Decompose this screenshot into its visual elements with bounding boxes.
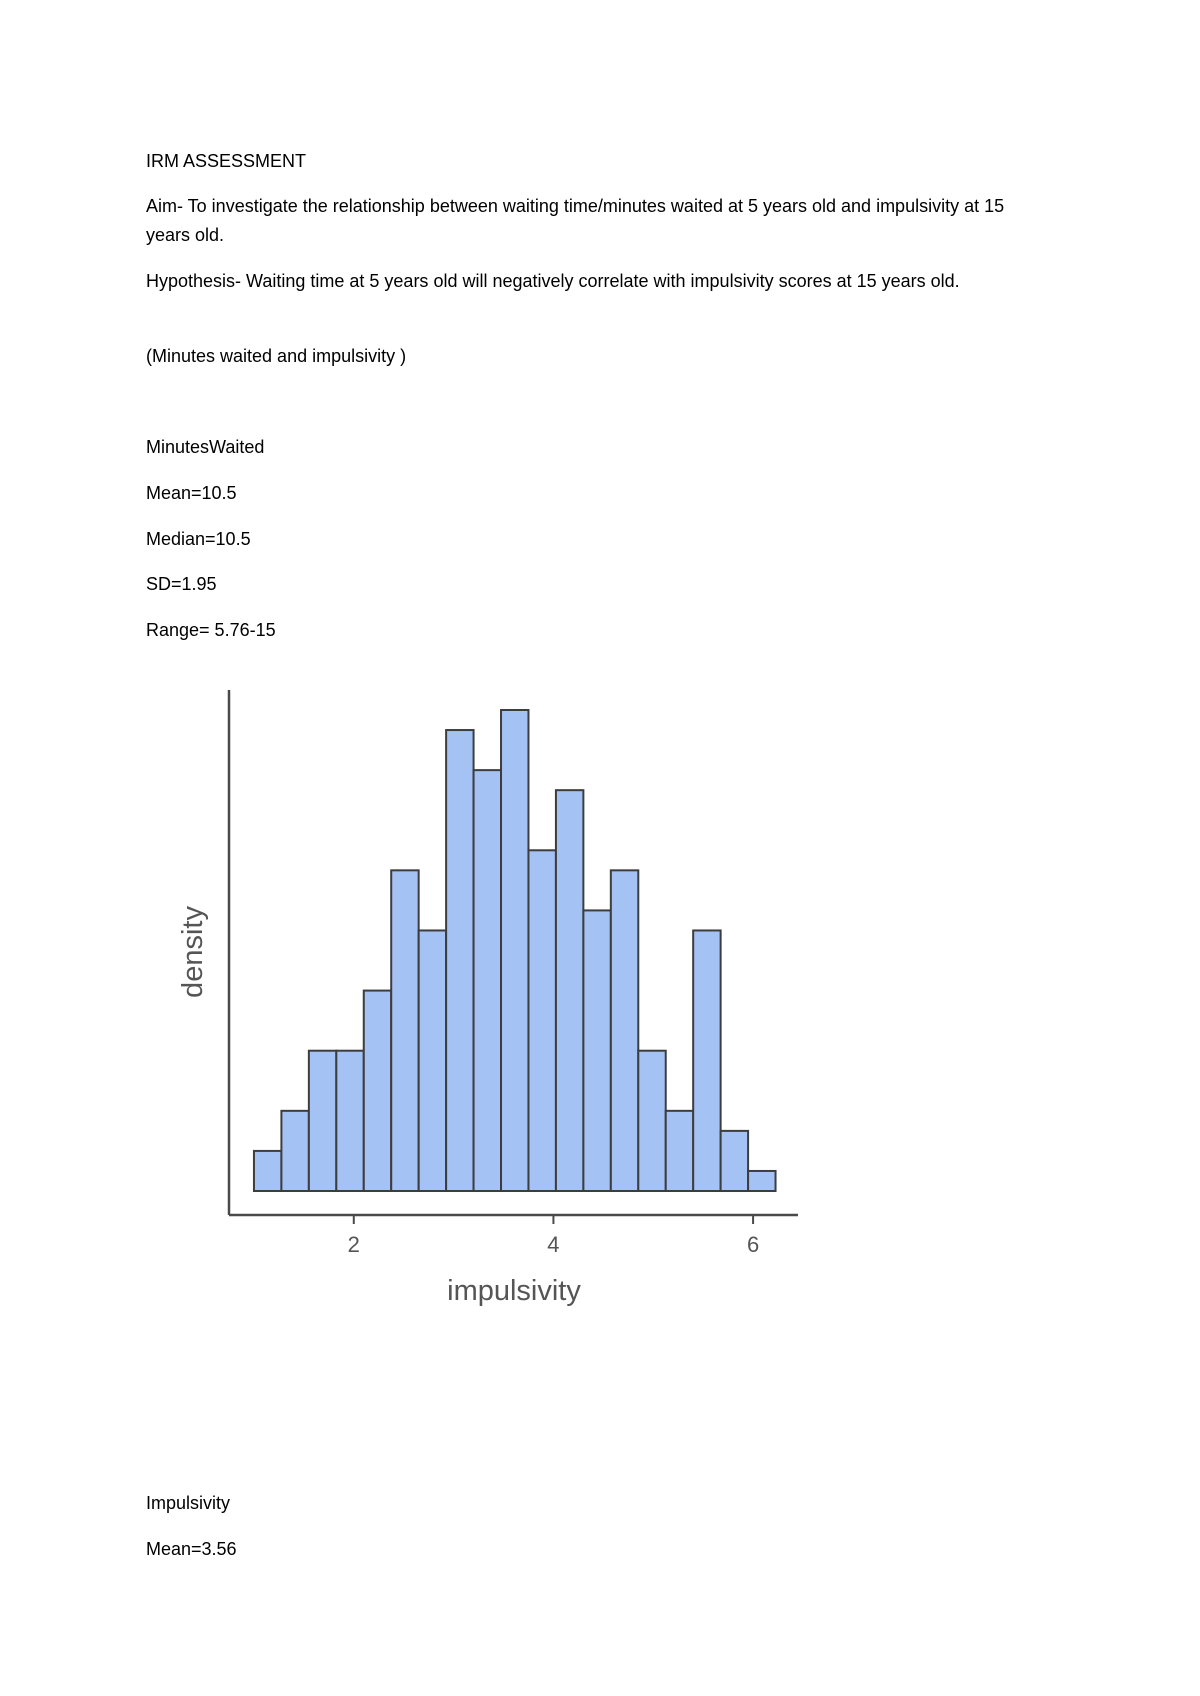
y-axis-label: density <box>177 906 209 998</box>
histogram-bar-11 <box>528 850 555 1191</box>
x-axis-label: impulsivity <box>447 1275 581 1307</box>
histogram-bar-18 <box>721 1131 748 1191</box>
aim-paragraph: Aim- To investigate the relationship between waiting time/minutes waited at 5 years old and impulsivity at 15 years old. <box>146 196 1005 245</box>
histogram-bar-14 <box>611 870 638 1191</box>
histogram-bar-4 <box>336 1051 363 1191</box>
histogram-bar-5 <box>364 991 391 1191</box>
minutes-waited-median: Median=10.5 <box>146 529 251 549</box>
histogram-bars <box>254 710 776 1191</box>
x-tick-label: 4 <box>547 1232 560 1257</box>
hypothesis-paragraph: Hypothesis- Waiting time at 5 years old will negatively correlate with impulsivity scores at 15 years old. <box>146 271 960 291</box>
histogram-bar-7 <box>419 930 446 1191</box>
histogram-bar-17 <box>693 930 720 1191</box>
x-tick-label: 2 <box>347 1232 360 1257</box>
histogram-bar-1 <box>254 1151 281 1191</box>
histogram-bar-2 <box>281 1111 308 1191</box>
minutes-waited-mean: Mean=10.5 <box>146 483 237 503</box>
x-tick-label: 6 <box>746 1232 760 1257</box>
impulsivity-heading: Impulsivity <box>146 1493 231 1513</box>
minutes-waited-range: Range= 5.76-15 <box>146 620 276 640</box>
histogram-bar-15 <box>638 1051 665 1191</box>
histogram-bar-3 <box>309 1051 336 1191</box>
histogram-bar-6 <box>391 870 418 1191</box>
histogram-bar-13 <box>583 910 610 1191</box>
document-title: IRM ASSESSMENT <box>146 151 307 171</box>
histogram-bar-9 <box>474 770 501 1191</box>
histogram-bar-16 <box>666 1111 693 1191</box>
minutes-waited-sd: SD=1.95 <box>146 574 217 594</box>
histogram-bar-10 <box>501 710 528 1191</box>
x-axis-ticks <box>348 1215 760 1257</box>
variables-note: (Minutes waited and impulsivity ) <box>146 346 407 366</box>
histogram-bar-8 <box>446 730 473 1191</box>
minutes-waited-heading: MinutesWaited <box>146 437 265 457</box>
histogram-bar-19 <box>748 1171 775 1191</box>
impulsivity-mean: Mean=3.56 <box>146 1539 237 1559</box>
histogram-bar-12 <box>556 790 583 1191</box>
